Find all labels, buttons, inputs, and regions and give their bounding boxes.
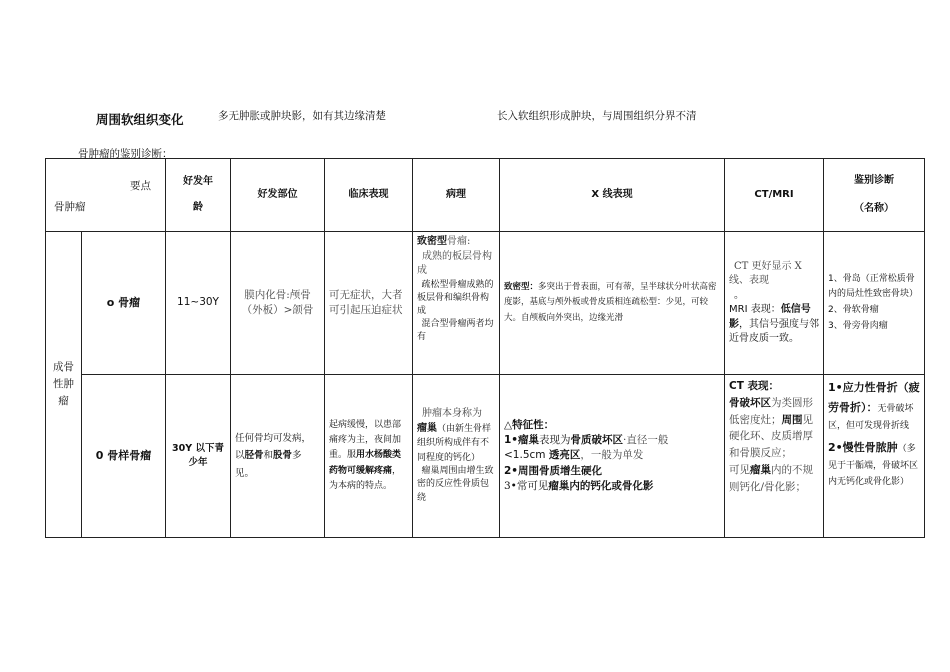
osteoma-xray: 致密型：多突出于骨表面，可有蒂，呈半球状分叶状高密度影，基底与颅外板或骨皮质相连疏松型：少见，可较大。自颅板向外突出，边缘光滑 bbox=[500, 232, 725, 375]
header-site: 好发部位 bbox=[231, 159, 325, 232]
header-clinical: 临床表现 bbox=[325, 159, 413, 232]
osteoid-name: 0 骨样骨瘤 bbox=[82, 375, 166, 538]
header-xray: X 线表现 bbox=[500, 159, 725, 232]
osteoma-pathology: 致密型骨瘤: 成熟的板层骨构成 疏松型骨瘤成熟的板层骨和编织骨构成 混合型骨瘤两者均有 bbox=[413, 232, 500, 375]
table-caption: 骨肿瘤的鉴别诊断： bbox=[78, 148, 173, 160]
osteoma-diff: 1、骨岛（正常松质骨内的局灶性致密骨块） 2、骨软骨瘤 3、骨旁骨肉瘤 bbox=[824, 232, 925, 375]
osteoid-pathology: 肿瘤本身称为 瘤巢（由新生骨样组织所构成伴有不同程度的钙化） 瘤巢周围由增生致密的反应性骨质包绕 bbox=[413, 375, 500, 538]
header-row bbox=[46, 159, 925, 232]
bone-tumor-diff-table bbox=[45, 158, 925, 538]
osteoma-site: 膜内化骨:颅骨（外板）>颌骨 bbox=[231, 232, 325, 375]
osteoid-ctmri: CT 表现： 骨破坏区为类圆形低密度灶；周围见硬化环、皮质增厚和骨膜反应； 可见瘤巢内的不规则钙化/骨化影； bbox=[725, 375, 824, 538]
periphery-malignant: 长入软组织形成肿块，与周围组织分界不清 bbox=[497, 110, 697, 122]
osteoid-age: 30Y 以下青少年 bbox=[166, 375, 231, 538]
header-diff: 鉴别诊断 （名称） bbox=[824, 159, 925, 232]
osteoma-age: 11~30Y bbox=[166, 232, 231, 375]
osteoid-diff: 1•应力性骨折（疲劳骨折）：无骨破坏区，但可发现骨折线 2•慢性骨脓肿（多见于干骺端，骨破坏区内无钙化或骨化影） bbox=[824, 375, 925, 538]
osteoma-name: o 骨瘤 bbox=[82, 232, 166, 375]
periphery-label: 周围软组织变化 bbox=[96, 112, 184, 127]
corner-bottom: 骨肿瘤 bbox=[54, 201, 86, 213]
osteoid-clinical: 起病缓慢，以患部痛疼为主，夜间加重。服用水杨酸类药物可缓解疼痛，为本病的特点。 bbox=[325, 375, 413, 538]
osteoma-clinical: 可无症状，大者可引起压迫症状 bbox=[325, 232, 413, 375]
header-age: 好发年 龄 bbox=[166, 159, 231, 232]
osteoid-site: 任何骨均可发病，以胫骨和股骨多见。 bbox=[231, 375, 325, 538]
osteoma-row bbox=[46, 232, 925, 375]
osteoid-row bbox=[46, 375, 925, 538]
header-ctmri: CT/MRI bbox=[725, 159, 824, 232]
osteoid-xray: △特征性： 1•瘤巢表现为骨质破坏区·直径一般 <1.5cm 透亮区，一般为单发 2•周围骨质增生硬化 3•常可见瘤巢内的钙化或骨化影 bbox=[500, 375, 725, 538]
periphery-benign: 多无肿胀或肿块影，如有其边缘清楚 bbox=[218, 110, 386, 122]
osteoma-ctmri: CT 更好显示 X 线、表现 。 MRI 表现：低信号影，其信号强度与邻近骨皮质一致。 bbox=[725, 232, 824, 375]
corner-top: 要点 bbox=[130, 180, 151, 192]
corner-cell bbox=[46, 159, 166, 232]
header-pathology: 病理 bbox=[413, 159, 500, 232]
group-osteogenic: 成骨性肿瘤 bbox=[46, 232, 82, 538]
